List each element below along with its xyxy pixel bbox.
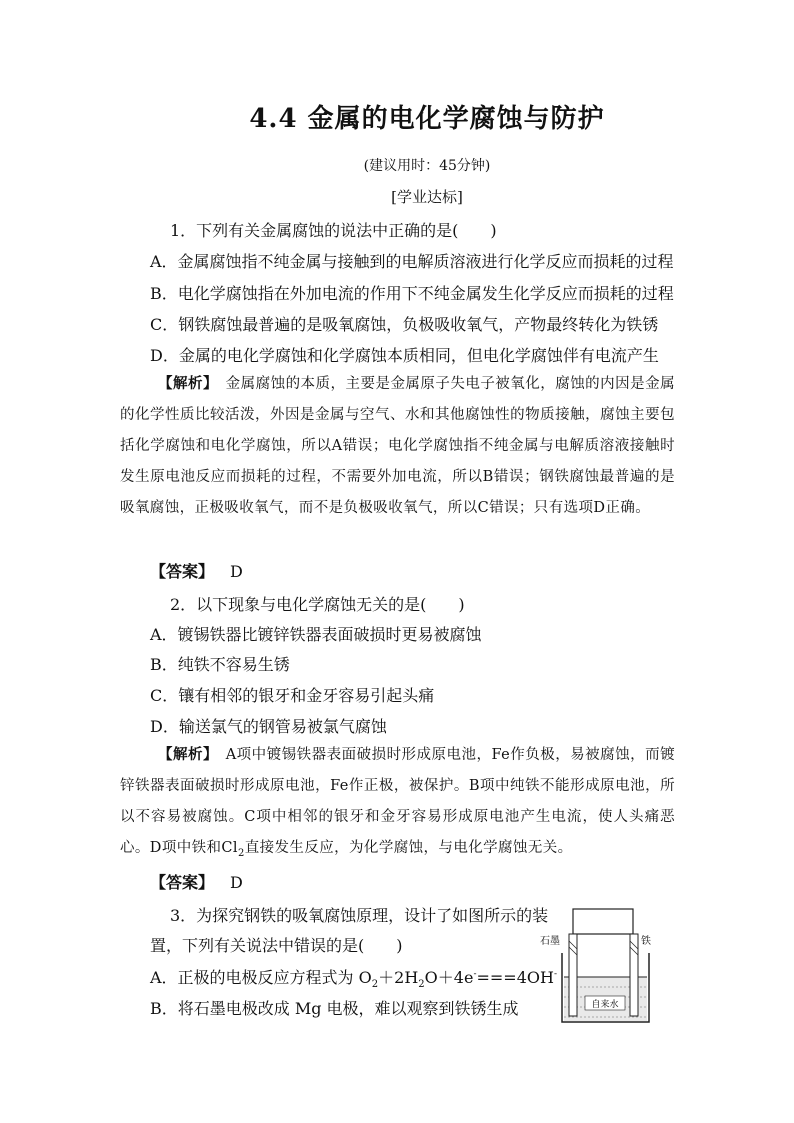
q2-analysis-text-a: A项中镀锡铁器表面破损时形成原电池，Fe作负极，易被腐蚀，而镀锌铁器表面破损时形成原电池，Fe作正极，被保护。B项中纯铁不能形成原电池，所以不容易被腐蚀。C项中相邻的银牙和金牙容易形成原电池产生电流，使人头痛恶心。D项中铁和Cl (120, 747, 676, 856)
q2-analysis (120, 739, 675, 869)
q1-option-d: D．金属的电化学腐蚀和化学腐蚀本质相同，但电化学腐蚀伴有电流产生 (150, 346, 659, 365)
q3-option-a-mid2: O＋4e (424, 968, 474, 987)
q2-answer (150, 870, 243, 893)
chlorine-subscript: 2 (237, 847, 245, 859)
q2-option-d: D．输送氯气的钢管易被氯气腐蚀 (150, 717, 387, 736)
q1-option-b: B．电化学腐蚀指在外加电流的作用下不纯金属发生化学反应而损耗的过程 (150, 284, 674, 303)
q3-stem-line2: 置，下列有关说法中错误的是( ) (150, 936, 403, 955)
q2-option-b: B．纯铁不容易生锈 (150, 655, 290, 674)
q1-answer (150, 559, 243, 582)
answer-tag: 【答案】 (150, 562, 215, 581)
q2-stem: 2．以下现象与电化学腐蚀无关的是( ) (170, 595, 465, 614)
wire-frame (573, 909, 633, 934)
q3-option-a-pre: A．正极的电极反应方程式为 O (150, 968, 372, 987)
iron-label: 铁 (641, 936, 651, 947)
electron-superscript: - (473, 969, 477, 980)
analysis-tag: 【解析】 (158, 746, 211, 763)
q2-option-c: C．镶有相邻的银牙和金牙容易引起头痛 (150, 686, 435, 705)
q2-answer-value: D (230, 873, 243, 892)
q1-analysis-text: 金属腐蚀的本质，主要是金属原子失电子被氧化，腐蚀的内因是金属的化学性质比较活泼，外因是金属与空气、水和其他腐蚀性的物质接触，腐蚀主要包括化学腐蚀和电化学腐蚀，所以A错误；电化学腐蚀指不纯金属与电解质溶液接触时发生原电池反应而损耗的过程，不需要外加电流，所以B错误；钢铁腐蚀最普遍的是吸氧腐蚀，正极吸收氧气，而不是负极吸收氧气，所以C错误；只有选项D正确。 (120, 376, 675, 516)
h2o-subscript: 2 (418, 979, 425, 991)
q1-option-a: A．金属腐蚀指不纯金属与接触到的电解质溶液进行化学反应而损耗的过程 (150, 252, 674, 271)
water-label: 自来水 (591, 1000, 619, 1010)
analysis-tag: 【解析】 (158, 375, 211, 392)
section-heading: [学业达标] (391, 188, 463, 206)
iron-electrode (630, 934, 638, 1016)
q3-option-a-eq: ===4OH (476, 968, 554, 987)
q2-option-a: A．镀锡铁器比镀锌铁器表面破损时更易被腐蚀 (150, 625, 482, 644)
corrosion-apparatus-figure (538, 905, 673, 1030)
q1-analysis (120, 368, 675, 524)
q1-stem: 1．下列有关金属腐蚀的说法中正确的是( ) (170, 221, 497, 240)
q1-option-c: C．钢铁腐蚀最普遍的是吸氧腐蚀，负极吸收氧气，产物最终转化为铁锈 (150, 315, 659, 334)
graphite-electrode (569, 934, 577, 1016)
q2-analysis-text-b: 直接发生反应，为化学腐蚀，与电化学腐蚀无关。 (244, 840, 573, 856)
q3-option-a (150, 965, 557, 990)
q3-stem-line1: 3．为探究钢铁的吸氧腐蚀原理，设计了如图所示的装 (170, 906, 549, 925)
q3-option-a-mid: ＋2H (378, 968, 419, 987)
q3-option-b: B．将石墨电极改成 Mg 电极，难以观察到铁锈生成 (150, 999, 519, 1018)
o2-subscript: 2 (371, 979, 379, 991)
q1-answer-value: D (230, 562, 243, 581)
page-title: 4.4 金属的电化学腐蚀与防护 (249, 104, 605, 134)
graphite-label: 石墨 (540, 936, 560, 947)
hydroxide-superscript: - (553, 969, 557, 980)
answer-tag: 【答案】 (150, 873, 215, 892)
time-note: (建议用时：45分钟) (363, 158, 491, 174)
